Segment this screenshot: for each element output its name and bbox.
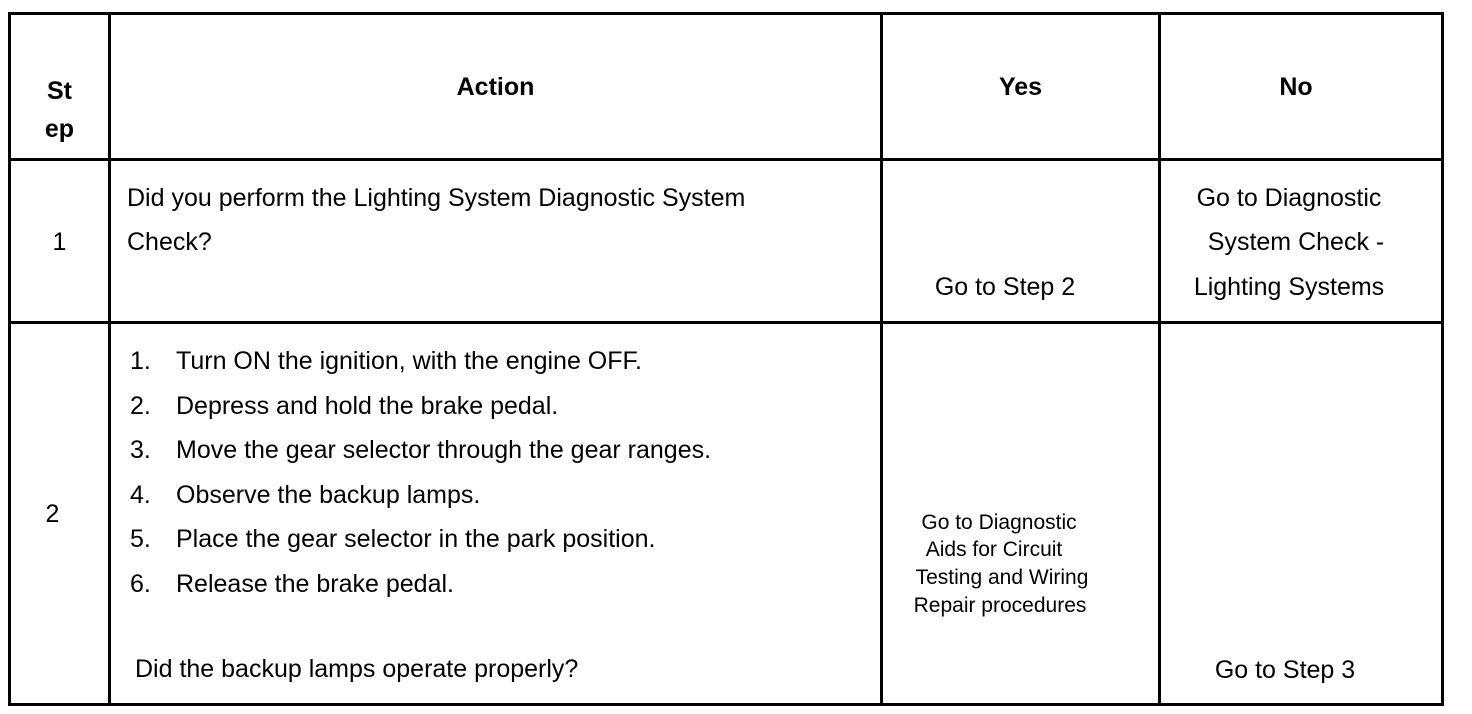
row2-yes-line3: Testing and Wiring <box>915 566 1089 589</box>
row2-question: Did the backup lamps operate properly? <box>135 655 579 683</box>
row1-step: 1 <box>52 228 67 256</box>
header-action: Action <box>456 73 535 101</box>
row1-no-line1: Go to Diagnostic <box>1196 184 1382 212</box>
row1-no-line3: Lighting Systems <box>1193 273 1385 301</box>
list-item-text: Observe the backup lamps. <box>176 480 481 509</box>
header-yes: Yes <box>998 73 1043 101</box>
column-divider-yes-no <box>1158 12 1161 706</box>
list-item-text: Move the gear selector through the gear ranges. <box>176 436 712 465</box>
list-item-number: 1. <box>130 347 151 375</box>
row1-action-line1: Did you perform the Lighting System Diagnostic System <box>127 184 746 212</box>
row2-yes-line4: Repair procedures <box>913 594 1087 617</box>
list-item-number: 2. <box>130 391 151 420</box>
row2-step: 2 <box>45 500 60 528</box>
row2-yes-line1: Go to Diagnostic <box>921 511 1077 534</box>
list-item <box>130 517 711 562</box>
header-no: No <box>1279 73 1313 101</box>
row1-yes: Go to Step 2 <box>934 273 1076 301</box>
list-item-number: 3. <box>130 436 151 465</box>
row2-yes-line2: Aids for Circuit <box>925 538 1063 561</box>
list-item-text: Depress and hold the brake pedal. <box>176 391 559 420</box>
list-item-text: Turn ON the ignition, with the engine OFF. <box>176 347 642 375</box>
list-item <box>130 473 711 518</box>
list-item <box>130 384 711 429</box>
list-item-text: Release the brake pedal. <box>176 569 454 598</box>
header-step-line1: St <box>47 77 72 105</box>
row2-no: Go to Step 3 <box>1214 656 1356 684</box>
row2-action-steps <box>130 339 711 607</box>
list-item <box>130 562 711 607</box>
header-step-line2: ep <box>44 115 75 143</box>
list-item-number: 4. <box>130 480 151 509</box>
row-divider-header <box>8 158 1444 161</box>
row1-action-line2: Check? <box>127 228 212 256</box>
header-step <box>11 72 108 148</box>
row-divider-row1 <box>8 321 1444 324</box>
list-item <box>130 339 711 384</box>
row1-no-line2: System Check - <box>1207 228 1385 256</box>
column-divider-step-action <box>108 12 111 706</box>
list-item-text: Place the gear selector in the park position. <box>176 525 656 554</box>
list-item-number: 5. <box>130 525 151 554</box>
list-item-number: 6. <box>130 569 151 598</box>
list-item <box>130 428 711 473</box>
